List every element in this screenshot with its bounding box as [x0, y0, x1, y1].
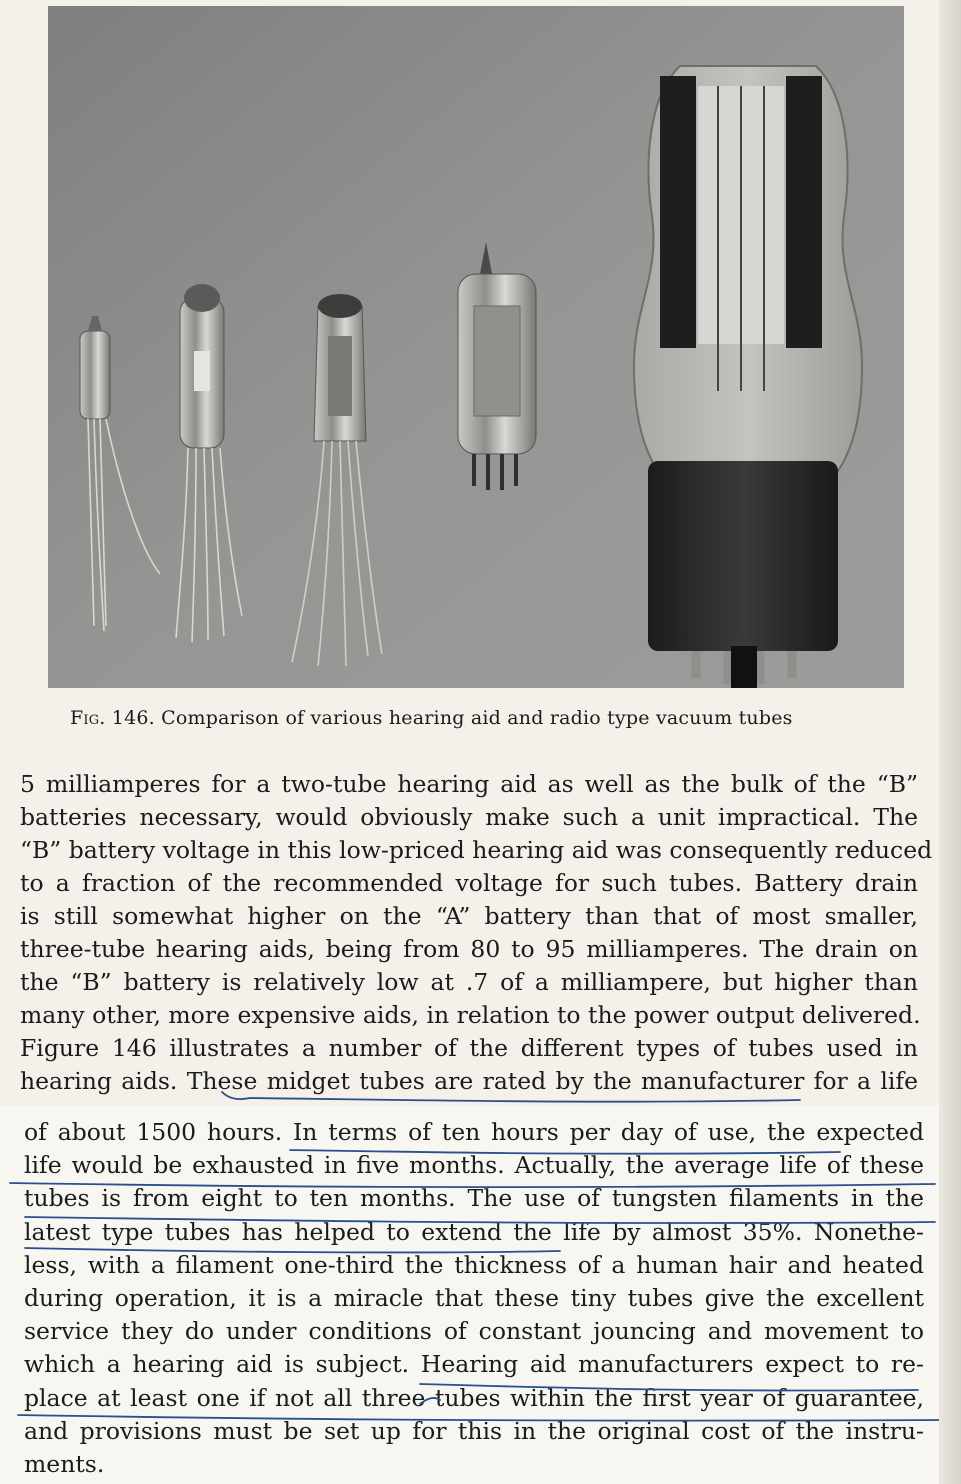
- text-line: tubes is from eight to ten months. The use of tungsten filaments in the: [24, 1184, 924, 1213]
- text-line: life would be exhausted in five months. Actually, the average life of these: [24, 1151, 924, 1180]
- text-line: place at least one if not all three tubes within the first year of guarantee,: [24, 1383, 924, 1412]
- paragraph-2: [24, 1116, 924, 1481]
- text-line: ments.: [24, 1449, 105, 1478]
- text-line: to a fraction of the recommended voltage for such tubes. Battery drain: [20, 869, 918, 897]
- text-line: many other, more expensive aids, in relation to the power output delivered.: [20, 1001, 921, 1029]
- text-line: is still somewhat higher on the “A” battery than that of most smaller,: [20, 902, 918, 930]
- text-line: 5 milliamperes for a two-tube hearing aid as well as the bulk of the “B”: [20, 770, 918, 798]
- text-line: during operation, it is a miracle that these tiny tubes give the excellent: [24, 1283, 924, 1312]
- paragraph-1: [20, 768, 933, 1098]
- text-line: batteries necessary, would obviously make such a unit impractical. The: [20, 803, 918, 831]
- text-line: which a hearing aid is subject. Hearing aid manufacturers expect to re-: [24, 1350, 924, 1379]
- text-line: latest type tubes has helped to extend the life by almost 35%. Nonethe-: [24, 1217, 924, 1246]
- text-line: service they do under conditions of constant jouncing and movement to: [24, 1317, 924, 1346]
- text-line: “B” battery voltage in this low-priced hearing aid was consequently reduced: [20, 836, 933, 864]
- vacuum-tubes-illustration: [48, 6, 904, 688]
- text-line: and provisions must be set up for this in the original cost of the instru-: [24, 1416, 924, 1445]
- figure-label: Fig. 146.: [70, 707, 155, 729]
- tube-4-radio-miniature: [458, 242, 536, 490]
- text-line: of about 1500 hours. In terms of ten hours per day of use, the expected: [24, 1118, 924, 1146]
- vacuum-tubes-photograph: [48, 6, 904, 688]
- text-line: three-tube hearing aids, being from 80 to 95 milliamperes. The drain on: [20, 935, 918, 963]
- text-line: the “B” battery is relatively low at .7 of a milliampere, but higher than: [20, 968, 918, 996]
- text-line: Figure 146 illustrates a number of the different types of tubes used in: [20, 1034, 918, 1062]
- text-line: hearing aids. These midget tubes are rated by the manufacturer for a life: [20, 1067, 918, 1095]
- text-line: less, with a filament one-third the thickness of a human hair and heated: [24, 1250, 924, 1279]
- tube-5-power-tube: [634, 66, 862, 688]
- page-edge: [939, 0, 961, 1484]
- figure-caption-text: Comparison of various hearing aid and radio type vacuum tubes: [161, 707, 793, 729]
- figure-caption: [70, 707, 890, 729]
